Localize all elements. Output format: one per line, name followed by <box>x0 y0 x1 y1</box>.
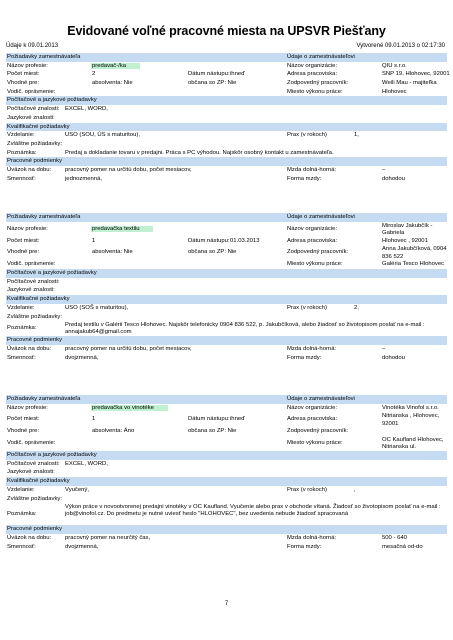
section-header <box>6 213 447 222</box>
profession-row <box>6 404 447 413</box>
conditions-heading: Pracovné podmienky <box>7 158 63 165</box>
eu-citizen-value: občana so ZP: Nie <box>188 80 237 87</box>
positions-value: 1 <box>92 416 96 423</box>
computer-row <box>6 460 447 469</box>
section-header <box>6 451 447 460</box>
education-value: Vyučený, <box>65 486 90 493</box>
computer-label: Počítačové znalosti: <box>7 278 60 285</box>
wage-value: – <box>382 345 386 352</box>
languages-row <box>6 286 447 295</box>
license-row <box>6 436 447 451</box>
suitable-label: Vhodné pre: <box>7 80 40 87</box>
positions-value: 2 <box>92 71 96 78</box>
wage-label: Mzda dolná-horná: <box>287 345 337 352</box>
special-row <box>6 140 447 149</box>
special-label: Zvláštne požiadavky: <box>7 495 63 502</box>
start-value: 01.03.2013 <box>230 237 260 244</box>
languages-label: Jazykové znalosti: <box>7 114 55 121</box>
address-label: Adresa pracoviska: <box>287 71 338 78</box>
profession-label: Názov profesie: <box>7 62 48 69</box>
computer-lang-heading: Počítačové a jazykové požiadavky <box>7 452 97 459</box>
education-value: USO (SOŠ s maturitou), <box>65 304 129 311</box>
employment-label: Úväzok na dobu: <box>7 166 52 173</box>
workplace-label: Miesto výkonu práce: <box>287 88 343 95</box>
experience-value: , <box>354 486 356 493</box>
workplace-value: Galéria Tesco Hlohovec <box>382 261 445 268</box>
suitable-row <box>6 79 447 88</box>
org-label: Názov organizácie: <box>287 404 338 411</box>
wage-form-label: Forma mzdy: <box>287 543 322 550</box>
job-req-heading: Požiadavky zamestnávateľa <box>7 54 81 60</box>
computer-lang-heading: Počítačové a jazykové požiadavky <box>7 270 97 277</box>
license-label: Vodič. oprávnenie: <box>7 440 56 447</box>
shifts-label: Smennosť: <box>7 354 36 361</box>
shifts-value: dvojzmenná, <box>65 543 99 550</box>
wage-form-value: dohodou <box>382 354 405 361</box>
org-label: Názov organizácie: <box>287 62 338 69</box>
education-row <box>6 486 447 495</box>
address-label: Adresa pracoviska: <box>287 237 338 244</box>
shifts-label: Smennosť: <box>7 175 36 182</box>
suitable-row <box>6 245 447 260</box>
education-row <box>6 131 447 140</box>
employment-value: pracovný pomer na určitú dobu, počet mesiacov, <box>65 345 192 352</box>
experience-value: 2, <box>354 304 359 311</box>
wage-form-label: Forma mzdy: <box>287 175 322 182</box>
created-timestamp: Vytvorené 09.01.2013 o 02:17:30 <box>356 43 445 49</box>
employer-info-heading: Údaje o zamestnávateľovi <box>287 214 355 220</box>
employment-label: Úväzok na dobu: <box>7 345 52 352</box>
contact-label: Zodpovedný pracovník: <box>287 428 349 435</box>
section-header <box>6 53 447 62</box>
license-row <box>6 260 447 269</box>
special-row <box>6 313 447 322</box>
languages-row <box>6 114 447 123</box>
start-label: Dátum nástupu: <box>188 237 230 244</box>
contact-label: Zodpovedný pracovník: <box>287 80 349 87</box>
wage-form-label: Forma mzdy: <box>287 354 322 361</box>
start-value: ihneď <box>230 416 245 423</box>
section-header <box>6 269 447 278</box>
eu-citizen-value: občana so ZP: Nie <box>188 249 237 256</box>
education-label: Vzdelanie: <box>7 486 35 493</box>
contact-value: Weili Mau - majiteľka <box>382 80 437 87</box>
job-listing-3 <box>6 395 447 551</box>
suitable-value: absolventa: Nie <box>92 249 133 256</box>
qualification-heading: Kvalifikačné požiadavky <box>7 478 70 485</box>
start-label: Dátum nástupu: <box>188 416 230 423</box>
qualification-heading: Kvalifikačné požiadavky <box>7 123 70 130</box>
job-listing-1 <box>6 53 450 183</box>
data-date: Údaje k 09.01.2013 <box>6 43 59 49</box>
section-header <box>6 395 447 404</box>
org-value: QIU s.r.o. <box>382 62 407 69</box>
workplace-value: Hlohovec <box>382 88 407 95</box>
note-row <box>6 321 447 336</box>
conditions-heading: Pracovné podmienky <box>7 337 63 344</box>
section-header <box>6 295 447 304</box>
profession-row <box>6 62 447 71</box>
education-label: Vzdelanie: <box>7 132 35 139</box>
note-label: Poznámka: <box>7 149 37 156</box>
address-label: Adresa pracoviska: <box>287 416 338 423</box>
experience-label: Prax (v rokoch) <box>287 132 327 139</box>
note-value: Predaj textilu v Galérii Tesco Hlohovec. Najskôr telefonicky 0904 836 522, p. Jakubčíková, alebo žiadosť so životopisom poslať na e-mail : annajakub64@gmail.com <box>65 322 425 336</box>
note-label: Poznámka: <box>7 511 37 518</box>
page-title: Evidované voľné pracovné miesta na UPSVR Piešťany <box>67 24 386 38</box>
languages-row <box>6 468 447 477</box>
languages-label: Jazykové znalosti: <box>7 287 55 294</box>
special-row <box>6 495 447 504</box>
education-value: USO (SOU, ÚS s maturitou), <box>65 132 140 139</box>
positions-label: Počet miest: <box>7 71 40 78</box>
shifts-label: Smennosť: <box>7 543 36 550</box>
org-value: Miroslav Jakubčík - Gabriela <box>382 222 433 236</box>
shifts-row <box>6 175 447 184</box>
profession-value: predavač-/ka <box>91 63 140 69</box>
special-label: Zvláštne požiadavky: <box>7 313 63 320</box>
computer-row <box>6 278 447 287</box>
section-header <box>6 123 447 132</box>
contact-label: Zodpovedný pracovník: <box>287 249 349 256</box>
section-header <box>6 157 447 166</box>
address-value: Nitrianska , Hlohovec, 92001 <box>382 413 440 427</box>
job-listing-2 <box>6 213 447 362</box>
address-value: Hlohovec , 92001 <box>382 237 428 244</box>
shifts-row <box>6 543 447 552</box>
employment-row <box>6 345 447 354</box>
job-req-heading: Požiadavky zamestnávateľa <box>7 214 81 220</box>
computer-lang-heading: Počítačové a jazykové požiadavky <box>7 97 97 104</box>
eu-citizen-value: občana so ZP: Nie <box>188 428 237 435</box>
suitable-row <box>6 427 447 436</box>
computer-label: Počítačové znalosti: <box>7 106 60 113</box>
address-value: SNP 19, Hlohovec, 92001 <box>382 71 450 78</box>
note-value: Výkon práce v novootvorenej predajni vinotéky v OC Kaufland. Vyučenie alebo prax v obchode vítaná. Žiadosť so životopisom poslať na e-mail : job@vinofol.cz. Do predmetu je nutné uviesť heslo "HLOHOVEC", bez uvedenia nebude žiadosť spracovaná <box>65 504 441 518</box>
wage-form-value: dohodou <box>382 175 405 182</box>
computer-value: EXCEL, WORD, <box>65 106 108 113</box>
employment-value: pracovný pomer na neurčitý čas, <box>65 534 151 541</box>
shifts-value: dvojzmenná, <box>65 354 99 361</box>
license-row <box>6 88 447 97</box>
qualification-heading: Kvalifikačné požiadavky <box>7 296 70 303</box>
experience-value: 1, <box>354 132 359 139</box>
special-label: Zvláštne požiadavky: <box>7 140 63 147</box>
start-value: ihneď <box>230 71 245 78</box>
computer-label: Počítačové znalosti: <box>7 460 60 467</box>
positions-row <box>6 70 450 79</box>
experience-label: Prax (v rokoch) <box>287 486 327 493</box>
computer-row <box>6 105 447 114</box>
job-req-heading: Požiadavky zamestnávateľa <box>7 396 81 402</box>
languages-label: Jazykové znalosti: <box>7 469 55 476</box>
shifts-value: jednozmenná, <box>65 175 103 182</box>
section-header <box>6 525 447 534</box>
conditions-heading: Pracovné podmienky <box>7 526 63 533</box>
suitable-label: Vhodné pre: <box>7 428 40 435</box>
positions-label: Počet miest: <box>7 416 40 423</box>
profession-row <box>6 222 447 237</box>
page-number: 7 <box>224 601 229 607</box>
employer-info-heading: Údaje o zamestnávateľovi <box>287 54 355 60</box>
section-header <box>6 96 447 105</box>
wage-label: Mzda dolná-horná: <box>287 166 337 173</box>
positions-row <box>6 412 447 427</box>
org-label: Názov organizácie: <box>287 225 338 232</box>
suitable-value: absolventa: Nie <box>92 80 133 87</box>
start-label: Dátum nástupu: <box>188 71 230 78</box>
workplace-label: Miesto výkonu práce: <box>287 261 343 268</box>
note-label: Poznámka: <box>7 325 37 332</box>
education-row <box>6 304 447 313</box>
wage-value: – <box>382 166 386 173</box>
positions-value: 1 <box>92 237 96 244</box>
wage-label: Mzda dolná-horná: <box>287 534 337 541</box>
positions-label: Počet miest: <box>7 237 40 244</box>
profession-value: predavačka textilu <box>91 226 153 232</box>
wage-form-value: mesačná od-do <box>382 543 423 550</box>
positions-row <box>6 237 447 246</box>
license-label: Vodič. oprávnenie: <box>7 261 56 268</box>
employment-value: pracovný pomer na určitú dobu, počet mesiacov, <box>65 166 192 173</box>
section-header <box>6 477 447 486</box>
experience-label: Prax (v rokoch) <box>287 304 327 311</box>
shifts-row <box>6 354 447 363</box>
org-value: Vinotéka Vinofol s.r.o. <box>382 404 439 411</box>
suitable-label: Vhodné pre: <box>7 249 40 256</box>
license-label: Vodič. oprávnenie: <box>7 88 56 95</box>
workplace-value: OC Kaufland Hlohovec, Nitrianska ul. <box>382 437 444 451</box>
profession-label: Názov profesie: <box>7 404 48 411</box>
computer-value: EXCEL, WORD, <box>65 460 108 467</box>
workplace-label: Miesto výkonu práce: <box>287 440 343 447</box>
note-row <box>6 149 447 158</box>
education-label: Vzdelanie: <box>7 304 35 311</box>
wage-value: 500 - 640 <box>382 534 407 541</box>
note-row <box>6 503 447 525</box>
employer-info-heading: Údaje o zamestnávateľovi <box>287 396 355 402</box>
note-value: Predaj a dokladanie tovaru v predajni. Práca s PC výhodou. Najskôr osobný kontakt u zamestnávateľa. <box>65 149 334 156</box>
employment-row <box>6 166 447 175</box>
section-header <box>6 336 447 345</box>
profession-label: Názov profesie: <box>7 225 48 232</box>
employment-row <box>6 534 447 543</box>
suitable-value: absolventa: Áno <box>92 428 135 435</box>
profession-value: predavačka vo vinotéke <box>91 405 168 411</box>
contact-value: Anna Jakubčíková, 0904 836 522 <box>382 246 447 260</box>
employment-label: Úväzok na dobu: <box>7 534 52 541</box>
